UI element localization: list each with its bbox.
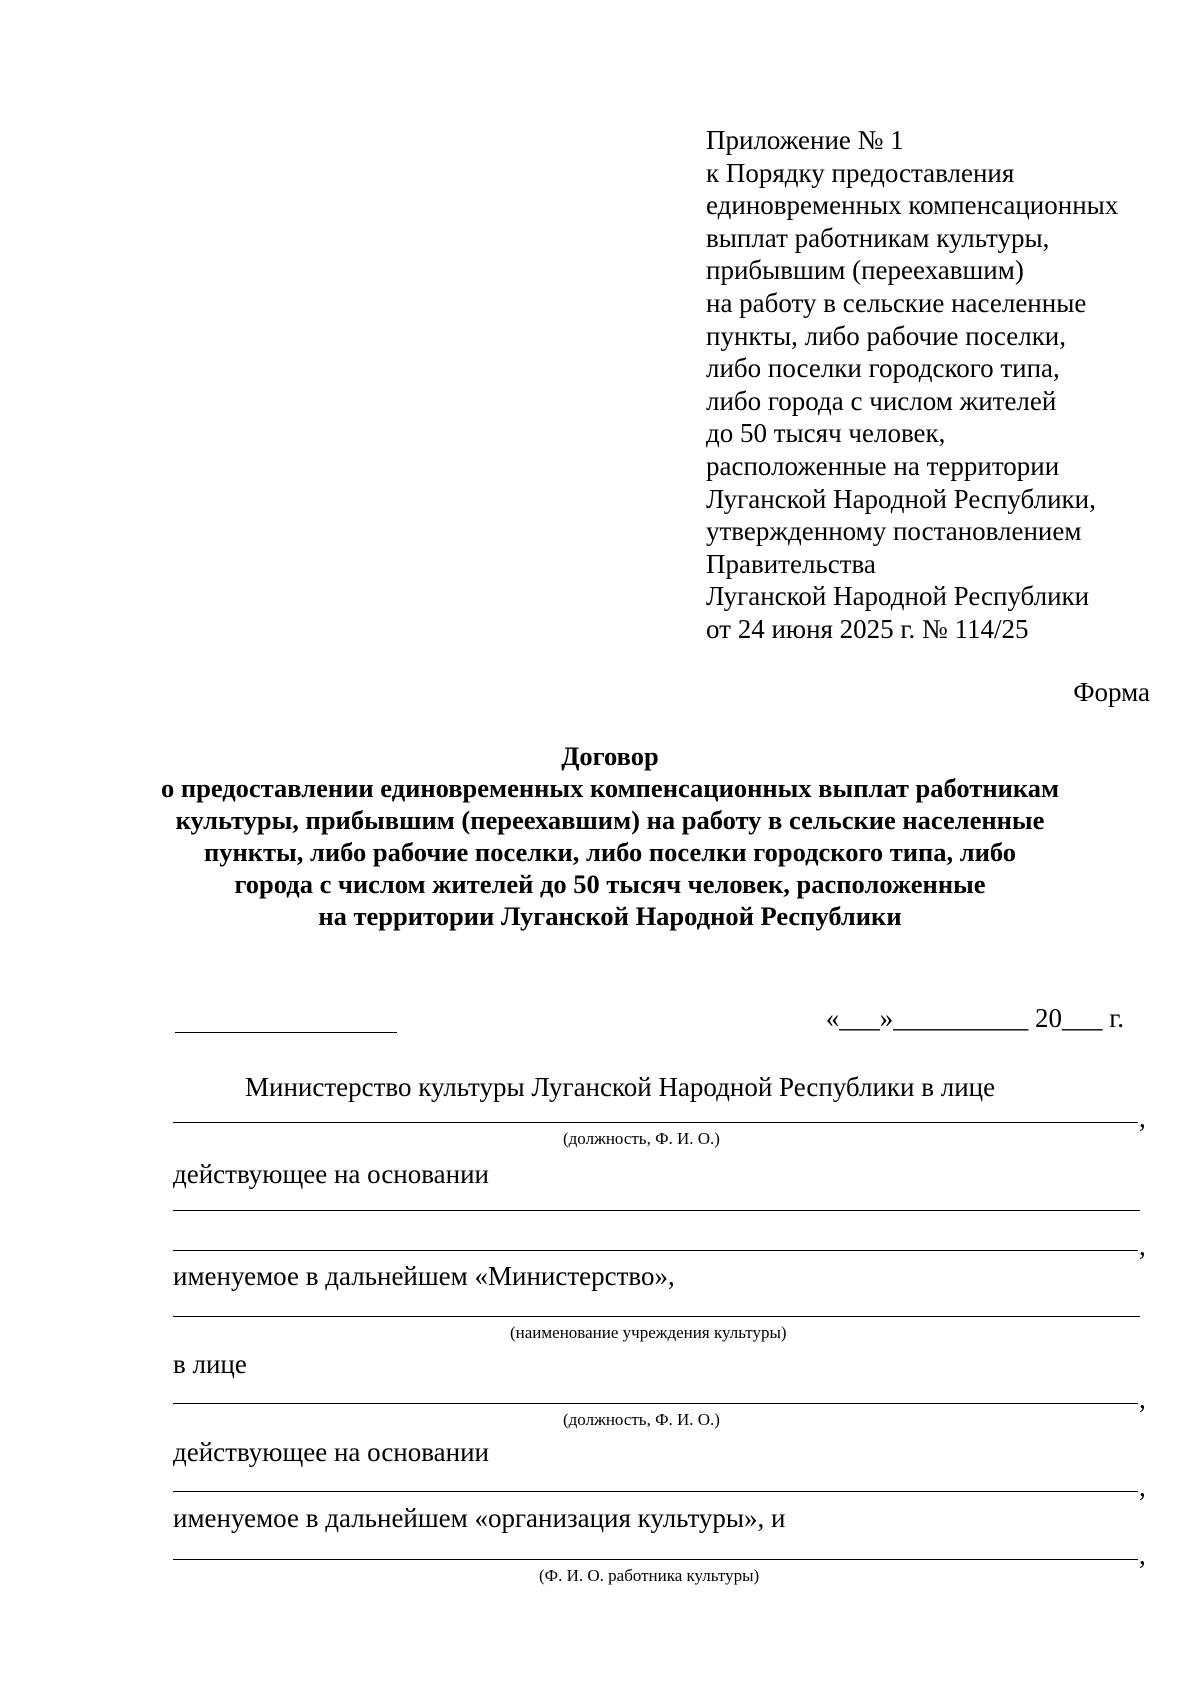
date-blank: «___»__________ 20___ г. xyxy=(825,1003,1124,1033)
appendix-line: Приложение № 1 xyxy=(706,125,904,155)
acting-basis-label: действующее на основании xyxy=(173,1159,489,1189)
appendix-line: либо города с числом жителей xyxy=(706,385,1057,416)
appendix-block xyxy=(706,124,1176,646)
named-organization: именуемое в дальнейшем «организация культуры», и xyxy=(173,1503,786,1533)
line-comma: , xyxy=(1139,1384,1146,1414)
form-label: Форма xyxy=(1073,677,1150,707)
caption-institution: (наименование учреждения культуры) xyxy=(510,1323,787,1342)
line-comma: , xyxy=(1139,1472,1146,1502)
title-heading: Договор xyxy=(561,741,659,771)
appendix-line: прибывшим (переехавшим) xyxy=(706,255,1024,286)
fill-line xyxy=(173,1559,1138,1560)
ministry-intro: Министерство культуры Луганской Народной Республики в лице xyxy=(245,1072,996,1102)
appendix-line: Луганской Народной Республики xyxy=(706,581,1090,612)
appendix-line: до 50 тысяч человек, xyxy=(706,418,946,449)
fill-line xyxy=(173,1316,1140,1317)
appendix-line: расположенные на территории xyxy=(706,450,1060,481)
title-line: на территории Луганской Народной Республики xyxy=(318,901,902,931)
fill-line xyxy=(173,1491,1138,1492)
appendix-line: Правительства xyxy=(706,548,876,579)
fill-line xyxy=(173,1403,1138,1404)
place-date-row xyxy=(170,1003,1130,1043)
fill-line xyxy=(173,1210,1140,1211)
appendix-line: утвержденному постановлением xyxy=(706,516,1082,547)
appendix-line: от 24 июня 2025 г. № 114/25 xyxy=(706,613,1029,644)
appendix-line: Луганской Народной Республики, xyxy=(706,483,1096,514)
fill-line xyxy=(173,1122,1138,1123)
appendix-line: на работу в сельские населенные xyxy=(706,287,1087,318)
appendix-line: к Порядку предоставления xyxy=(706,157,1015,188)
appendix-line: единовременных компенсационных xyxy=(706,190,1119,221)
caption-position-fio: (должность, Ф. И. О.) xyxy=(563,1129,720,1148)
named-ministry: именуемое в дальнейшем «Министерство», xyxy=(173,1261,675,1291)
document-title xyxy=(130,740,1090,932)
appendix-line: либо поселки городского типа, xyxy=(706,353,1060,384)
caption-worker-fio: (Ф. И. О. работника культуры) xyxy=(539,1566,760,1585)
line-comma: , xyxy=(1139,1231,1146,1261)
title-line: города с числом жителей до 50 тысяч человек, расположенные xyxy=(234,869,986,899)
in-person-label: в лице xyxy=(173,1349,247,1379)
title-line: пункты, либо рабочие поселки, либо поселки городского типа, либо xyxy=(203,837,1017,867)
caption-position-fio: (должность, Ф. И. О.) xyxy=(563,1410,720,1429)
fill-line xyxy=(173,1250,1138,1251)
title-line: о предоставлении единовременных компенсационных выплат работникам xyxy=(160,773,1060,803)
appendix-line: пункты, либо рабочие поселки, xyxy=(706,320,1067,351)
line-comma: , xyxy=(1139,1540,1146,1570)
line-comma: , xyxy=(1139,1103,1146,1133)
place-blank-line xyxy=(175,1032,397,1033)
title-line: культуры, прибывшим (переехавшим) на работу в сельские населенные xyxy=(175,805,1045,835)
acting-basis-label: действующее на основании xyxy=(173,1437,489,1467)
appendix-line: выплат работникам культуры, xyxy=(706,222,1050,253)
